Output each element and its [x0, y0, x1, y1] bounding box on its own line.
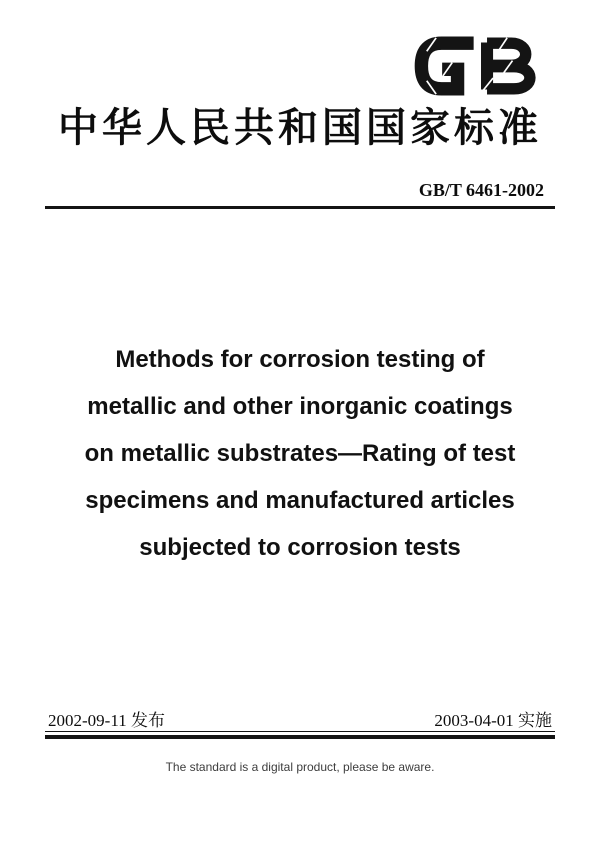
footer-rule-thick	[45, 735, 555, 739]
english-title-line-5: subjected to corrosion tests	[139, 534, 461, 561]
gb-logo	[412, 32, 546, 100]
footer-rule-thin	[45, 731, 555, 732]
gb-logo-graphic	[412, 32, 546, 100]
dates-row	[48, 711, 552, 731]
english-title-line-2: metallic and other inorganic coatings	[87, 393, 513, 420]
standard-number: GB/T 6461-2002	[418, 180, 544, 200]
implement-date: 2003-04-01 实施	[434, 711, 552, 730]
chinese-standard-title: 中华人民共和国国家标准	[58, 105, 542, 151]
english-title-line-4: specimens and manufactured articles	[85, 487, 515, 514]
english-title-line-1: Methods for corrosion testing of	[115, 346, 485, 373]
digital-product-note: The standard is a digital product, please be aware.	[165, 760, 435, 774]
issue-date: 2002-09-11 发布	[48, 711, 165, 730]
english-title-line-3: on metallic substrates—Rating of test	[84, 440, 516, 467]
english-title	[0, 336, 600, 571]
header-rule	[45, 206, 555, 209]
